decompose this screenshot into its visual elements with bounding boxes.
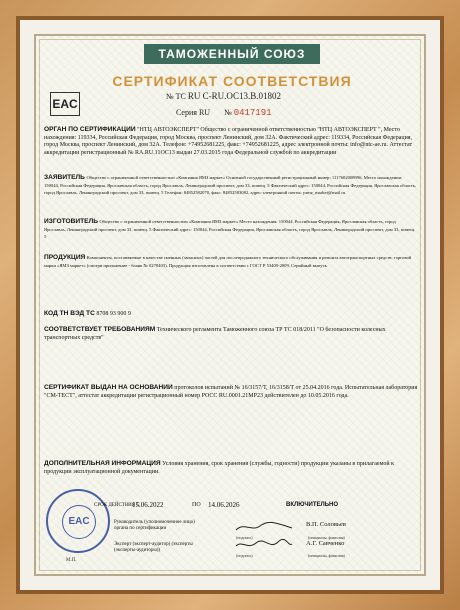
series-line: [176, 108, 272, 118]
head-role: Руководитель (уполномоченное лицо) органа по сертификации: [114, 520, 195, 531]
expert-role: Эксперт (эксперт-аудитор) (эксперты (эксперты-аудиторы)): [114, 542, 193, 553]
validity-from: 15.06.2022: [132, 501, 164, 509]
organ-section: [44, 126, 418, 157]
certificate-number: [166, 91, 281, 101]
head-sign-caption: (подпись): [236, 535, 253, 540]
basis-section: [44, 384, 418, 400]
requirements-label: СООТВЕТСТВУЕТ ТРЕБОВАНИЯМ: [44, 326, 156, 333]
product-section: [44, 254, 418, 270]
expert-signature: [234, 538, 294, 552]
code-section: [44, 310, 418, 319]
applicant-text: Общество с ограниченной ответственностью «Компания ЯМЗ маркет» Основной государственный регистрационный номер: 1117602008996. Место нахождения: 150044, Российская Федерация, Ярославская область, город Ярославль, Ленинградский проспект, дом 33, помещ. 5 Фактический адрес: 150044, Российская Федерация, Ярославская область, город Ярославль, Ленинградский проспект, дом 33, помещ. 5 Телефон: 84852582070, факс: 84852583082, адрес электронной почты: yamz_market@mail.ru: [44, 175, 417, 196]
requirements-text: Технического регламента Таможенного союза ТР ТС 018/2011 "О безопасности колесных транспортных средств": [44, 327, 386, 341]
basis-text: протоколов испытаний № 16/3157/Т, 16/3158/Т от 25.04.2016 года. Испытательная лаборатория "СМ-ТЕСТ", аттестат аккредитации регистрационный номер РОСС RU.0001.21МР23 действителен до 10.05.2016 года.: [44, 385, 418, 399]
expert-name: А.Г. Савченко: [306, 540, 345, 547]
stamp-eac: EAC: [62, 505, 96, 539]
basis-label: СЕРТИФИКАТ ВЫДАН НА ОСНОВАНИИ: [44, 384, 173, 391]
product-label: ПРОДУКЦИЯ: [44, 254, 86, 261]
eac-logo: EAC: [50, 92, 80, 116]
head-name-caption: (инициалы, фамилия): [308, 535, 345, 540]
number-prefix: № ТС: [166, 92, 186, 101]
customs-union-banner: ТАМОЖЕННЫЙ СОЮЗ: [144, 44, 320, 64]
maker-text: Общество с ограниченной ответственностью «Компания ЯМЗ маркет» Место нахождения: 150044, Российская Федерация, Ярославская область, город Ярославль, Ленинградский проспект, дом 33, помещ. 5 Фактический адрес: 150044, Российская Федерация, Ярославская область, город Ярославль, Ленинградский проспект, дом 33, помещ. 5: [44, 219, 416, 240]
series-no-label: №: [224, 108, 232, 117]
extra-info-text: Условия хранения, срок хранения (службы, годности) продукции указаны в прилагаемой к продукции эксплуатационной документации.: [44, 461, 394, 475]
validity-to-label: ПО: [192, 502, 201, 508]
validity-to: 14.06.2026: [208, 501, 240, 509]
certificate: [34, 34, 426, 576]
number-value: RU C-RU.ОС13.В.01802: [187, 91, 281, 101]
head-signature: [234, 520, 294, 534]
requirements-section: [44, 326, 418, 342]
expert-name-caption: (инициалы, фамилия): [308, 553, 345, 558]
code-value: 8708 93 900 9: [96, 311, 131, 317]
validity-from-label: СРОК ДЕЙСТВИЯ С: [94, 503, 140, 508]
applicant-label: ЗАЯВИТЕЛЬ: [44, 174, 85, 181]
certificate-title: СЕРТИФИКАТ СООТВЕТСТВИЯ: [112, 73, 352, 89]
certification-stamp: [46, 489, 110, 553]
extra-info-section: [44, 460, 418, 476]
extra-info-label: ДОПОЛНИТЕЛЬНАЯ ИНФОРМАЦИЯ: [44, 460, 161, 467]
expert-sign-caption: (подпись): [236, 553, 253, 558]
series-label: Серия RU: [176, 108, 211, 117]
inclusive-label: ВКЛЮЧИТЕЛЬНО: [286, 502, 339, 508]
head-name: В.П. Соловьев: [306, 521, 346, 528]
organ-label: ОРГАН ПО СЕРТИФИКАЦИИ: [44, 126, 136, 133]
maker-section: [44, 218, 418, 242]
code-label: КОД ТН ВЭД ТС: [44, 310, 95, 317]
product-text: Компоненты, поставляемые в качестве сменных (запасных) частей для послепродажного технического обслуживания и ремонта автотранспортных средств, торговой марки «ЯМЗ маркет» (смотри приложение - бланк № 0278403). Продукция изготовлена в соответствии с ГОСТ Р 53409-2009. Серийный выпуск: [44, 255, 412, 268]
applicant-section: [44, 174, 418, 198]
organ-text: "НТЦ АВТОЭКСПЕРТ" Общество с ограниченной ответственностью "НТЦ АВТОЭКСПЕРТ ", Место нахождения: 119334, Российская Федерация, город Москва, проспект Ленинский, дом 32А. Фактический адрес: 119334, Российская Федерация, город Москва, проспект Ленинский, дом 32А. Телефон: +74952681225, факс: +74952681225, адрес электронной почты: info@ntc-ae.ru. Аттестат аккредитации регистрационный № RA.RU.11ОС13 выдан 27.03.2015 года Федеральной службой по аккредитации: [44, 127, 413, 156]
maker-label: ИЗГОТОВИТЕЛЬ: [44, 218, 98, 225]
mp-label: М.П.: [66, 558, 77, 563]
series-value: 0417191: [233, 108, 272, 118]
